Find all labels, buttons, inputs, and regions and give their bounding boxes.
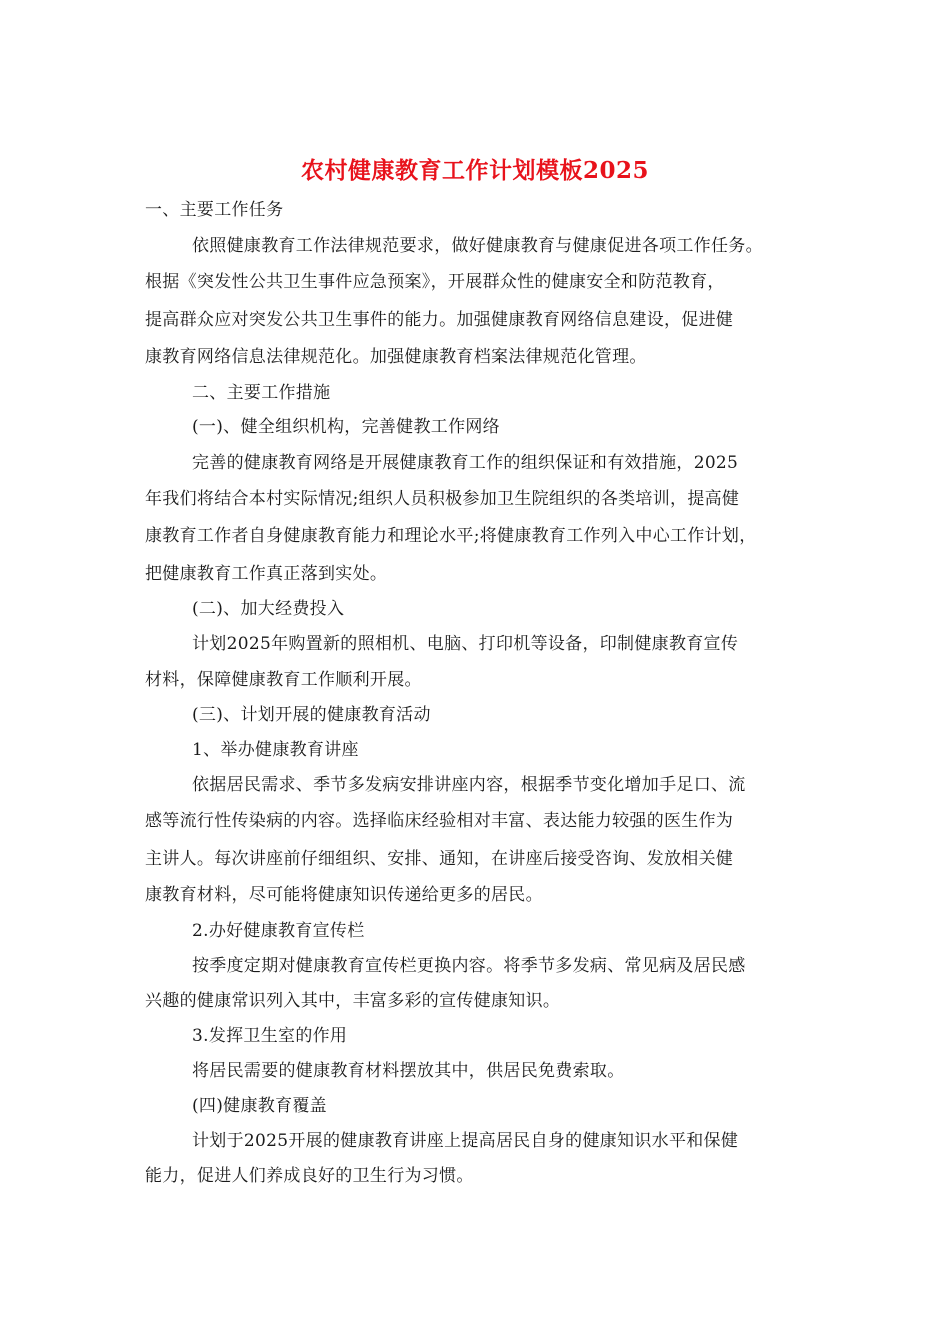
paragraph-line: 康教育网络信息法律规范化。加强健康教育档案法律规范化管理。 bbox=[145, 347, 647, 367]
paragraph-line: 依照健康教育工作法律规范要求，做好健康教育与健康促进各项工作任务。 bbox=[192, 236, 763, 256]
paragraph-line: 提高群众应对突发公共卫生事件的能力。加强健康教育网络信息建设，促进健 bbox=[145, 310, 734, 330]
subheading-4: (四)健康教育覆盖 bbox=[192, 1096, 327, 1116]
subheading-2: (二)、加大经费投入 bbox=[192, 599, 345, 619]
item-heading-1: 1、举办健康教育讲座 bbox=[192, 740, 359, 760]
paragraph-line: 材料，保障健康教育工作顺利开展。 bbox=[145, 670, 422, 690]
document-title: 农村健康教育工作计划模板2025 bbox=[300, 157, 649, 184]
paragraph-line: 根据《突发性公共卫生事件应急预案》，开展群众性的健康安全和防范教育， bbox=[145, 272, 725, 292]
subheading-1: (一)、健全组织机构，完善健教工作网络 bbox=[192, 417, 500, 437]
paragraph-line: 康教育材料，尽可能将健康知识传递给更多的居民。 bbox=[145, 885, 543, 905]
paragraph-line: 将居民需要的健康教育材料摆放其中，供居民免费索取。 bbox=[192, 1061, 625, 1081]
paragraph-line: 依据居民需求、季节多发病安排讲座内容，根据季节变化增加手足口、流 bbox=[192, 775, 746, 795]
paragraph-line: 完善的健康教育网络是开展健康教育工作的组织保证和有效措施，2025 bbox=[192, 453, 739, 473]
paragraph-line: 感等流行性传染病的内容。选择临床经验相对丰富、表达能力较强的医生作为 bbox=[145, 811, 734, 831]
paragraph-line: 计划2025年购置新的照相机、电脑、打印机等设备，印制健康教育宣传 bbox=[192, 634, 739, 654]
paragraph-line: 康教育工作者自身健康教育能力和理论水平;将健康教育工作列入中心工作计划， bbox=[145, 526, 757, 546]
subheading-3: (三)、计划开展的健康教育活动 bbox=[192, 705, 431, 725]
heading-main-measures: 二、主要工作措施 bbox=[192, 383, 331, 403]
item-heading-3: 3.发挥卫生室的作用 bbox=[192, 1026, 348, 1046]
paragraph-line: 能力，促进人们养成良好的卫生行为习惯。 bbox=[145, 1166, 474, 1186]
item-heading-2: 2.办好健康教育宣传栏 bbox=[192, 921, 365, 941]
paragraph-line: 兴趣的健康常识列入其中，丰富多彩的宣传健康知识。 bbox=[145, 991, 561, 1011]
paragraph-line: 按季度定期对健康教育宣传栏更换内容。将季节多发病、常见病及居民感 bbox=[192, 956, 746, 976]
paragraph-line: 计划于2025开展的健康教育讲座上提高居民自身的健康知识水平和保健 bbox=[192, 1131, 739, 1151]
paragraph-line: 把健康教育工作真正落到实处。 bbox=[145, 564, 388, 584]
paragraph-line: 年我们将结合本村实际情况;组织人员积极参加卫生院组织的各类培训，提高健 bbox=[145, 489, 740, 509]
heading-main-tasks: 一、主要工作任务 bbox=[145, 200, 284, 220]
paragraph-line: 主讲人。每次讲座前仔细组织、安排、通知，在讲座后接受咨询、发放相关健 bbox=[145, 849, 734, 869]
